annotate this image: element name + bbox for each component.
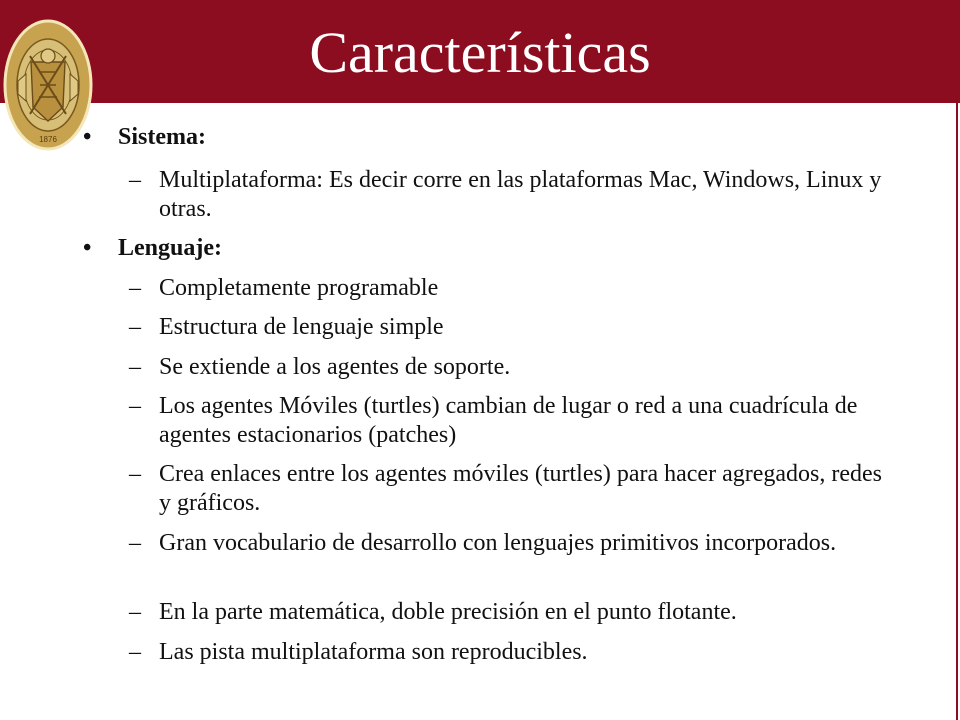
list-item-text: Completamente programable [159,275,439,301]
list-item-text: Se extiende a los agentes de soporte. [159,354,511,380]
dash-icon: – [129,530,141,556]
bullet-icon: • [83,124,92,150]
list-item-text: Los agentes Móviles (turtles) cambian de lugar o red a una cuadrícula de agentes estacionarios (patches) [159,393,858,448]
dash-icon: – [129,275,141,301]
dash-icon: – [129,639,141,665]
dash-icon: – [129,393,141,419]
list-item-text: Gran vocabulario de desarrollo con lenguajes primitivos incorporados. [159,530,837,556]
bullet-icon: • [83,235,92,261]
section-heading: Sistema: [118,124,206,150]
logo-year: 1876 [39,135,57,144]
dash-icon: – [129,354,141,380]
list-item-text: Estructura de lenguaje simple [159,314,444,340]
list-item-text: Crea enlaces entre los agentes móviles (turtles) para hacer agregados, redes y gráficos. [159,461,882,516]
dash-icon: – [129,599,141,625]
list-item-text: Las pista multiplataforma son reproducibles. [159,639,588,665]
dash-icon: – [129,461,141,487]
section-heading: Lenguaje: [118,235,222,261]
list-item-text: En la parte matemática, doble precisión en el punto flotante. [159,599,737,625]
list-item-text: Multiplataforma: Es decir corre en las plataformas Mac, Windows, Linux y otras. [159,167,882,222]
dash-icon: – [129,314,141,340]
dash-icon: – [129,167,141,193]
page-title: Características [309,20,651,85]
